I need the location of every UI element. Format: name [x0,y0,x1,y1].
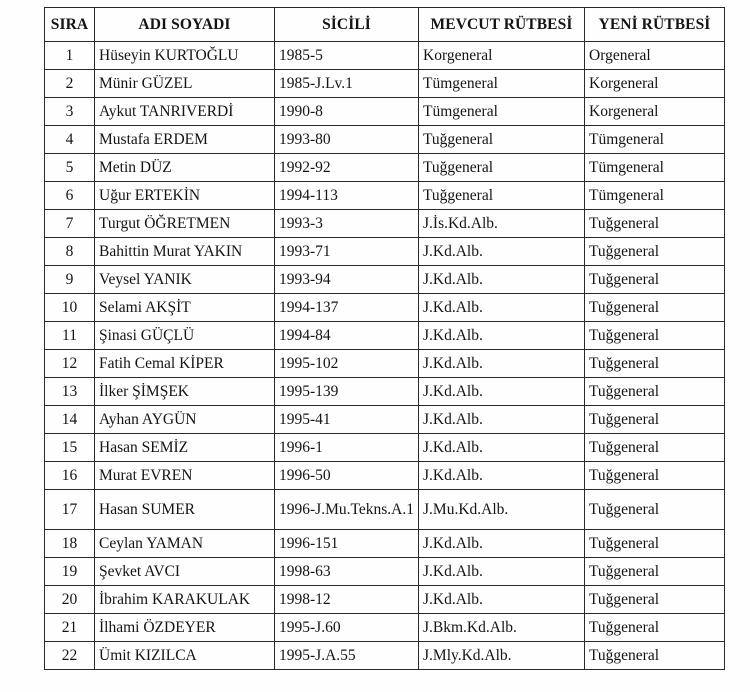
cell-sicil: 1994-113 [275,182,419,210]
cell-sira: 16 [45,462,95,490]
cell-current-rank: J.Bkm.Kd.Alb. [419,614,585,642]
cell-name: Ümit KIZILCA [95,642,275,670]
cell-current-rank: J.Kd.Alb. [419,294,585,322]
cell-name: Mustafa ERDEM [95,126,275,154]
cell-current-rank: Tümgeneral [419,98,585,126]
cell-new-rank: Tuğgeneral [585,530,725,558]
cell-new-rank: Tümgeneral [585,182,725,210]
cell-sira: 12 [45,350,95,378]
cell-sira: 15 [45,434,95,462]
cell-current-rank: J.Kd.Alb. [419,238,585,266]
cell-sira: 17 [45,490,95,530]
promotions-table [44,7,725,670]
cell-new-rank: Tuğgeneral [585,614,725,642]
cell-sira: 2 [45,70,95,98]
table-row [45,490,725,530]
cell-current-rank: J.Kd.Alb. [419,350,585,378]
cell-new-rank: Tuğgeneral [585,294,725,322]
cell-sira: 1 [45,42,95,70]
cell-name: Murat EVREN [95,462,275,490]
cell-sira: 8 [45,238,95,266]
cell-sicil [275,490,419,530]
cell-sicil: 1998-12 [275,586,419,614]
cell-sicil: 1993-94 [275,266,419,294]
table-body [45,42,725,670]
cell-current-rank: J.Mly.Kd.Alb. [419,642,585,670]
cell-sira: 9 [45,266,95,294]
cell-current-rank: Tümgeneral [419,70,585,98]
cell-sicil: 1993-71 [275,238,419,266]
cell-new-rank: Tuğgeneral [585,490,725,530]
cell-sicil: 1996-151 [275,530,419,558]
cell-new-rank: Korgeneral [585,70,725,98]
cell-new-rank: Tuğgeneral [585,238,725,266]
cell-sira: 14 [45,406,95,434]
cell-sira: 6 [45,182,95,210]
cell-name: Hasan SUMER [95,490,275,530]
header-current-rank: MEVCUT RÜTBESİ [419,8,585,42]
cell-sicil: 1985-5 [275,42,419,70]
table-row [45,406,725,434]
cell-name: Veysel YANIK [95,266,275,294]
cell-current-rank: J.Kd.Alb. [419,586,585,614]
table-row [45,182,725,210]
cell-new-rank: Tümgeneral [585,154,725,182]
cell-sicil: 1985-J.Lv.1 [275,70,419,98]
cell-new-rank: Tuğgeneral [585,266,725,294]
table-header-row [45,8,725,42]
table-row [45,434,725,462]
cell-sira: 7 [45,210,95,238]
table-row [45,530,725,558]
cell-name: Ceylan YAMAN [95,530,275,558]
cell-name: Hasan SEMİZ [95,434,275,462]
cell-sira: 22 [45,642,95,670]
cell-current-rank: J.Kd.Alb. [419,530,585,558]
cell-new-rank: Tuğgeneral [585,350,725,378]
cell-current-rank: J.Kd.Alb. [419,434,585,462]
table-row [45,350,725,378]
cell-new-rank: Orgeneral [585,42,725,70]
cell-sicil: 1990-8 [275,98,419,126]
cell-new-rank: Tuğgeneral [585,434,725,462]
cell-name: İbrahim KARAKULAK [95,586,275,614]
cell-sira: 10 [45,294,95,322]
cell-sicil: 1995-102 [275,350,419,378]
cell-sira: 20 [45,586,95,614]
cell-new-rank: Tuğgeneral [585,586,725,614]
table-row [45,558,725,586]
table-row [45,126,725,154]
cell-name: Metin DÜZ [95,154,275,182]
cell-name: Şevket AVCI [95,558,275,586]
cell-current-rank: J.Kd.Alb. [419,406,585,434]
cell-sicil: 1996-50 [275,462,419,490]
cell-new-rank: Tuğgeneral [585,462,725,490]
cell-sicil: 1998-63 [275,558,419,586]
cell-sicil: 1992-92 [275,154,419,182]
table-row [45,642,725,670]
cell-current-rank: J.Kd.Alb. [419,266,585,294]
cell-name: Şinasi GÜÇLÜ [95,322,275,350]
cell-sicil: 1994-137 [275,294,419,322]
cell-sira: 3 [45,98,95,126]
cell-sira: 19 [45,558,95,586]
cell-sicil: 1993-80 [275,126,419,154]
cell-sira: 13 [45,378,95,406]
table-row [45,266,725,294]
cell-new-rank: Tuğgeneral [585,558,725,586]
cell-sicil: 1996-1 [275,434,419,462]
cell-current-rank: Tuğgeneral [419,182,585,210]
cell-current-rank: Korgeneral [419,42,585,70]
cell-name: Ayhan AYGÜN [95,406,275,434]
table-row [45,462,725,490]
table-row [45,378,725,406]
cell-name: Selami AKŞİT [95,294,275,322]
table-row [45,210,725,238]
cell-sicil-text: 1996-J.Mu.Tekns.A.1 [279,500,414,518]
cell-name: İlker ŞİMŞEK [95,378,275,406]
cell-sira: 18 [45,530,95,558]
cell-current-rank: J.Kd.Alb. [419,558,585,586]
cell-name: Turgut ÖĞRETMEN [95,210,275,238]
cell-sira: 4 [45,126,95,154]
header-name: ADI SOYADI [95,8,275,42]
cell-name: İlhami ÖZDEYER [95,614,275,642]
cell-sira: 5 [45,154,95,182]
cell-name: Hüseyin KURTOĞLU [95,42,275,70]
cell-new-rank: Tuğgeneral [585,406,725,434]
header-new-rank: YENİ RÜTBESİ [585,8,725,42]
table-row [45,238,725,266]
cell-current-rank: J.İs.Kd.Alb. [419,210,585,238]
cell-sicil: 1994-84 [275,322,419,350]
table-row [45,154,725,182]
cell-new-rank: Tuğgeneral [585,210,725,238]
cell-current-rank: J.Kd.Alb. [419,462,585,490]
header-sicil: SİCİLİ [275,8,419,42]
cell-name: Uğur ERTEKİN [95,182,275,210]
cell-name: Fatih Cemal KİPER [95,350,275,378]
cell-new-rank: Tuğgeneral [585,378,725,406]
cell-sira: 11 [45,322,95,350]
table-row [45,70,725,98]
cell-current-rank: J.Mu.Kd.Alb. [419,490,585,530]
cell-new-rank: Tümgeneral [585,126,725,154]
cell-sicil: 1993-3 [275,210,419,238]
cell-sicil: 1995-J.60 [275,614,419,642]
cell-sicil: 1995-J.A.55 [275,642,419,670]
cell-sira: 21 [45,614,95,642]
cell-sicil: 1995-139 [275,378,419,406]
header-sira: SIRA [45,8,95,42]
cell-name: Münir GÜZEL [95,70,275,98]
cell-current-rank: Tuğgeneral [419,154,585,182]
table-row [45,614,725,642]
table-row [45,42,725,70]
table-row [45,586,725,614]
cell-new-rank: Tuğgeneral [585,642,725,670]
cell-new-rank: Korgeneral [585,98,725,126]
cell-name: Aykut TANRIVERDİ [95,98,275,126]
cell-new-rank: Tuğgeneral [585,322,725,350]
table-row [45,322,725,350]
cell-current-rank: J.Kd.Alb. [419,322,585,350]
cell-name: Bahittin Murat YAKIN [95,238,275,266]
cell-current-rank: J.Kd.Alb. [419,378,585,406]
table-row [45,294,725,322]
cell-sicil: 1995-41 [275,406,419,434]
table-row [45,98,725,126]
cell-current-rank: Tuğgeneral [419,126,585,154]
